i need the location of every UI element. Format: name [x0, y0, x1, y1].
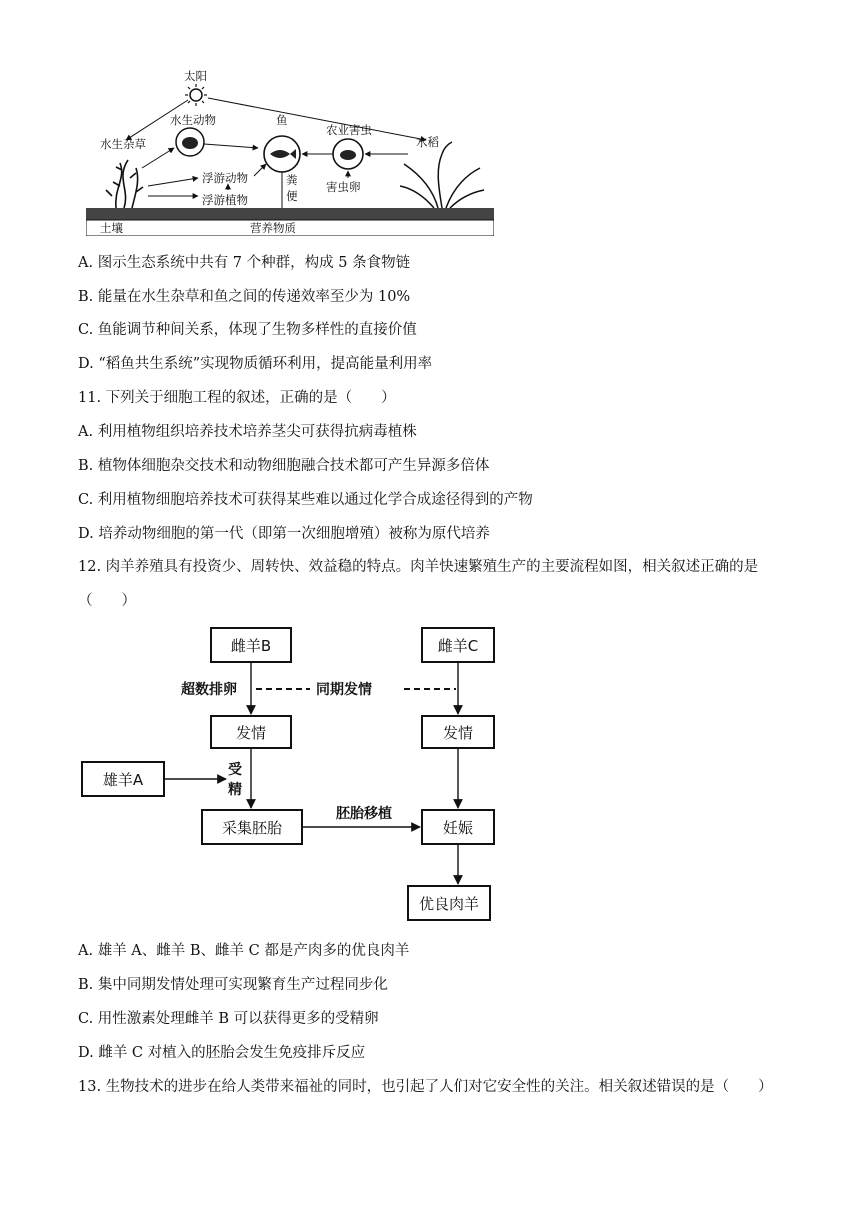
- text-ewe-b: 雌羊B: [230, 637, 272, 655]
- q11-option-d: D. 培养动物细胞的第一代（即第一次细胞增殖）被称为原代培养: [78, 526, 490, 542]
- label-pest-eggs: 害虫卵: [326, 180, 361, 194]
- q13-stem: 13. 生物技术的进步在给人类带来福祉的同时，也引起了人们对它安全性的关注。相关叙述错误的是（ ）: [78, 1079, 773, 1095]
- label-fertilize-1: 受: [228, 762, 242, 778]
- label-nutrients: 营养物质: [250, 221, 296, 235]
- label-rice: 水稻: [416, 135, 439, 149]
- label-soil: 土壤: [100, 221, 123, 235]
- q10-option-c: C. 鱼能调节种间关系，体现了生物多样性的直接价值: [78, 322, 417, 338]
- aquatic-animal-icon: [176, 128, 204, 156]
- q10-option-d: D. “稻鱼共生系统”实现物质循环利用，提高能量利用率: [78, 356, 433, 372]
- label-pests: 农业害虫: [326, 123, 372, 137]
- label-sun: 太阳: [184, 69, 207, 83]
- rice-fish-ecosystem-figure: [86, 68, 494, 236]
- label-fertilize-2: 精: [228, 782, 242, 798]
- label-embryo-transfer: 胚胎移植: [336, 806, 392, 822]
- q12-option-c: C. 用性激素处理雌羊 B 可以获得更多的受精卵: [78, 1011, 379, 1027]
- q12-blank: （ ）: [78, 593, 136, 609]
- text-estrus-right: 发情: [442, 724, 474, 742]
- fish-icon: [264, 136, 300, 172]
- pest-icon: [333, 139, 363, 169]
- q11-option-b: B. 植物体细胞杂交技术和动物细胞融合技术都可产生异源多倍体: [78, 458, 490, 474]
- text-pregnancy: 妊娠: [442, 819, 474, 837]
- label-fish: 鱼: [276, 113, 288, 127]
- rice-plant-icon: [400, 142, 484, 208]
- text-ram-a: 雄羊A: [102, 771, 144, 789]
- sheep-breeding-flowchart: [78, 622, 498, 924]
- q10-option-a: A. 图示生态系统中共有 7 个种群，构成 5 条食物链: [78, 255, 411, 271]
- label-aquatic-animals: 水生动物: [170, 113, 216, 127]
- text-fine-sheep: 优良肉羊: [418, 895, 480, 913]
- label-aquatic-weeds: 水生杂草: [100, 137, 146, 151]
- sun-icon: [185, 84, 207, 106]
- text-ewe-c: 雌羊C: [437, 637, 479, 655]
- text-estrus-left: 发情: [235, 724, 267, 742]
- label-feces-1: 粪: [286, 173, 298, 187]
- q11-option-a: A. 利用植物组织培养技术培养茎尖可获得抗病毒植株: [78, 424, 417, 440]
- q12-stem: 12. 肉羊养殖具有投资少、周转快、效益稳的特点。肉羊快速繁殖生产的主要流程如图，相关叙述正确的是: [78, 559, 759, 575]
- label-feces-2: 便: [286, 189, 298, 203]
- label-zooplankton: 浮游动物: [202, 171, 248, 185]
- label-phytoplankton: 浮游植物: [202, 193, 248, 207]
- label-superovulation: 超数排卵: [181, 682, 237, 698]
- q10-option-b: B. 能量在水生杂草和鱼之间的传递效率至少为 10%: [78, 289, 411, 305]
- q12-option-a: A. 雄羊 A、雌羊 B、雌羊 C 都是产肉多的优良肉羊: [78, 943, 410, 959]
- text-collect-embryo: 采集胚胎: [221, 819, 283, 837]
- aquatic-weed-icon: [106, 160, 143, 208]
- q11-stem: 11. 下列关于细胞工程的叙述，正确的是（ ）: [78, 390, 396, 406]
- q12-option-d: D. 雌羊 C 对植入的胚胎会发生免疫排斥反应: [78, 1045, 366, 1061]
- label-sync-estrus: 同期发情: [316, 682, 372, 698]
- q12-option-b: B. 集中同期发情处理可实现繁育生产过程同步化: [78, 977, 388, 993]
- q11-option-c: C. 利用植物细胞培养技术可获得某些难以通过化学合成途径得到的产物: [78, 492, 533, 508]
